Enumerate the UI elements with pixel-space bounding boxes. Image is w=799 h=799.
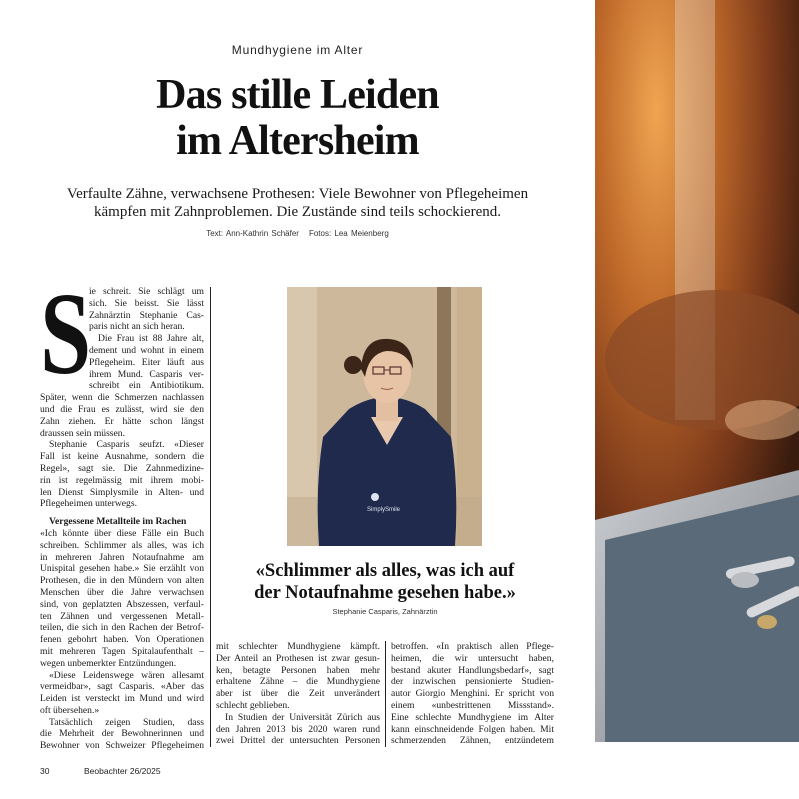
text-line: Tatsächlich zeigen Studien, dass (49, 716, 204, 728)
text-line: schlecht geblieben. (216, 699, 290, 711)
pull-quote-line: der Notaufnahme gesehen habe.» (254, 583, 516, 603)
text-line: Zahn ziehen. Er hätte schon längst (40, 415, 204, 427)
text-line: und die Frau es zulässt, wird sie den (40, 403, 204, 415)
portrait-photo (287, 287, 482, 546)
issue-label: Beobachter 26/2025 (84, 766, 161, 776)
text-line: mit schlechter Mundhygiene kämpft. (216, 641, 380, 652)
text-line: teilen, die sich in den Rachen der Betrof- (40, 622, 204, 634)
text-line: Leiden ist versteckt im Mund und wird (40, 693, 204, 705)
text-line: Zahnärztin Stephanie Cas- (89, 309, 204, 321)
author-credit: Text: Ann-Kathrin Schäfer (206, 229, 299, 238)
dental-tools-photo (595, 0, 799, 742)
column-rule (210, 287, 211, 747)
text-line: erhaltene Zähne – die Mundhygiene (216, 676, 380, 688)
text-line: aber ist über die Zeit unverändert (216, 688, 380, 700)
text-line: schmerzenden Zähnen, entzündetem (391, 735, 554, 747)
text-line: ihrem Mund. Casparis ver- (89, 368, 204, 380)
text-line: Unispital gesehen habe.» Sie erzählt von (40, 563, 204, 575)
text-line: wegen unbemerkter Entzündungen. (40, 657, 177, 669)
text-line: Menschen über die Jahre verwachsen (40, 586, 204, 598)
text-line: schreiben. Schlimmer als alles, was ich (40, 539, 204, 551)
text-line: Später, wenn die Schmerzen nachlassen (40, 392, 204, 404)
text-line: len Dienst Simplysmile in Alten- und (40, 486, 204, 498)
text-line: den Jahren 2013 bis 2020 waren rund (216, 723, 380, 735)
text-line: Pflegeheimen unterwegs. (40, 498, 137, 510)
text-line: der inzwischen pensionierte Studien- (391, 676, 554, 688)
text-line: In Studien der Universität Zürich aus (225, 711, 380, 723)
text-line: kann einschneidende Folgen haben. Mit (391, 723, 554, 735)
kicker: Mundhygiene im Alter (231, 43, 364, 57)
headline (0, 72, 595, 164)
column-rule (385, 641, 386, 747)
headline-line: Das stille Leiden (156, 72, 439, 118)
text-line: draussen sein müssen. (40, 427, 125, 439)
standfirst-line: kämpfen mit Zahnproblemen. Die Zustände sind teils schockierend. (94, 204, 501, 220)
text-line: Prothesen, die in den Mündern von alten (40, 575, 204, 587)
text-line: Der Anteil an Prothesen ist zwar gesun- (216, 652, 380, 664)
subheading: Vergessene Metallteile im Rachen (49, 516, 187, 528)
text-line: einem «unbestrittenen Missstand». (391, 699, 554, 711)
text-column-2 (216, 641, 380, 747)
text-column-3 (391, 641, 554, 747)
byline (0, 229, 595, 238)
pull-quote-attribution: Stephanie Casparis, Zahnärztin (332, 607, 438, 616)
text-line: sich. Sie beisst. Sie lässt (89, 297, 204, 309)
dental-tools-illustration (595, 0, 799, 742)
text-line: paris nicht an sich heran. (89, 321, 185, 333)
text-line: oft übersehen.» (40, 704, 100, 716)
text-line: ie schreit. Sie schlägt um (89, 286, 204, 297)
text-line: Pflegeheim. Eiter läuft aus (89, 356, 204, 368)
photo-credit: Fotos: Lea Meienberg (308, 229, 389, 238)
page-number: 30 (40, 766, 50, 776)
text-line: dement und wohnt in einem (89, 344, 204, 356)
text-line: fenen gebohrt haben. Von Operationen (40, 634, 204, 646)
text-line: bestand akuter Handlungsbedarf», sagt (391, 664, 554, 676)
headline-line: im Altersheim (176, 118, 419, 164)
text-line: betroffen. «In praktisch allen Pflege- (391, 641, 554, 652)
text-line: zwei Drittel der untersuchten Personen (216, 735, 380, 747)
portrait-illustration (287, 287, 482, 546)
text-line: ken, betagte Personen haben mehr (216, 664, 380, 676)
text-line: rin ist regelmässig mit ihrem mobi- (40, 474, 204, 486)
text-line: mit mehreren Tagen Spitalaufenthalt – (40, 645, 204, 657)
text-line: Die Frau ist 88 Jahre alt, (98, 333, 204, 345)
text-line: ten Zähnen und vergessenen Metall- (40, 610, 204, 622)
text-line: Regel», sagt sie. Die Zahnmedizine- (40, 462, 204, 474)
shirt-logo-text: SimplySmile (367, 507, 401, 513)
text-line: schreibt ein Antibiotikum. (89, 380, 204, 392)
text-line: autor Giorgio Menghini. Er spricht von (391, 688, 554, 700)
text-line: Eine schlechte Mundhygiene im Alter (391, 711, 554, 723)
text-line: Stephanie Casparis seufzt. «Dieser (49, 439, 204, 451)
text-line: sind, von geplatzten Abszessen, verfaul- (40, 598, 204, 610)
text-line: die Mehrheit der Bewohnerinnen und (40, 728, 204, 740)
pull-quote-line: «Schlimmer als alles, was ich auf (255, 561, 515, 581)
text-line: Fall ist keine Ausnahme, sondern die (40, 451, 204, 463)
pull-quote (216, 560, 554, 604)
text-line: «Ich könnte über diese Fälle ein Buch (40, 527, 204, 539)
text-line: in mehreren Jahren Notaufnahme am (40, 551, 204, 563)
standfirst-line: Verfaulte Zähne, verwachsene Prothesen: Viele Bewohner von Pflegeheimen (66, 186, 529, 202)
text-line: «Diese Leidenswege wären allesamt (49, 669, 204, 681)
standfirst (40, 185, 555, 221)
text-line: vermeidbar», sagt Casparis. «Aber das (40, 681, 204, 693)
drop-cap: S (40, 268, 92, 399)
text-line: Bewohner von Schweizer Pflegeheimen (40, 740, 204, 752)
text-column-1 (40, 268, 204, 752)
text-line: heimen, die wir untersucht haben, (391, 652, 554, 664)
